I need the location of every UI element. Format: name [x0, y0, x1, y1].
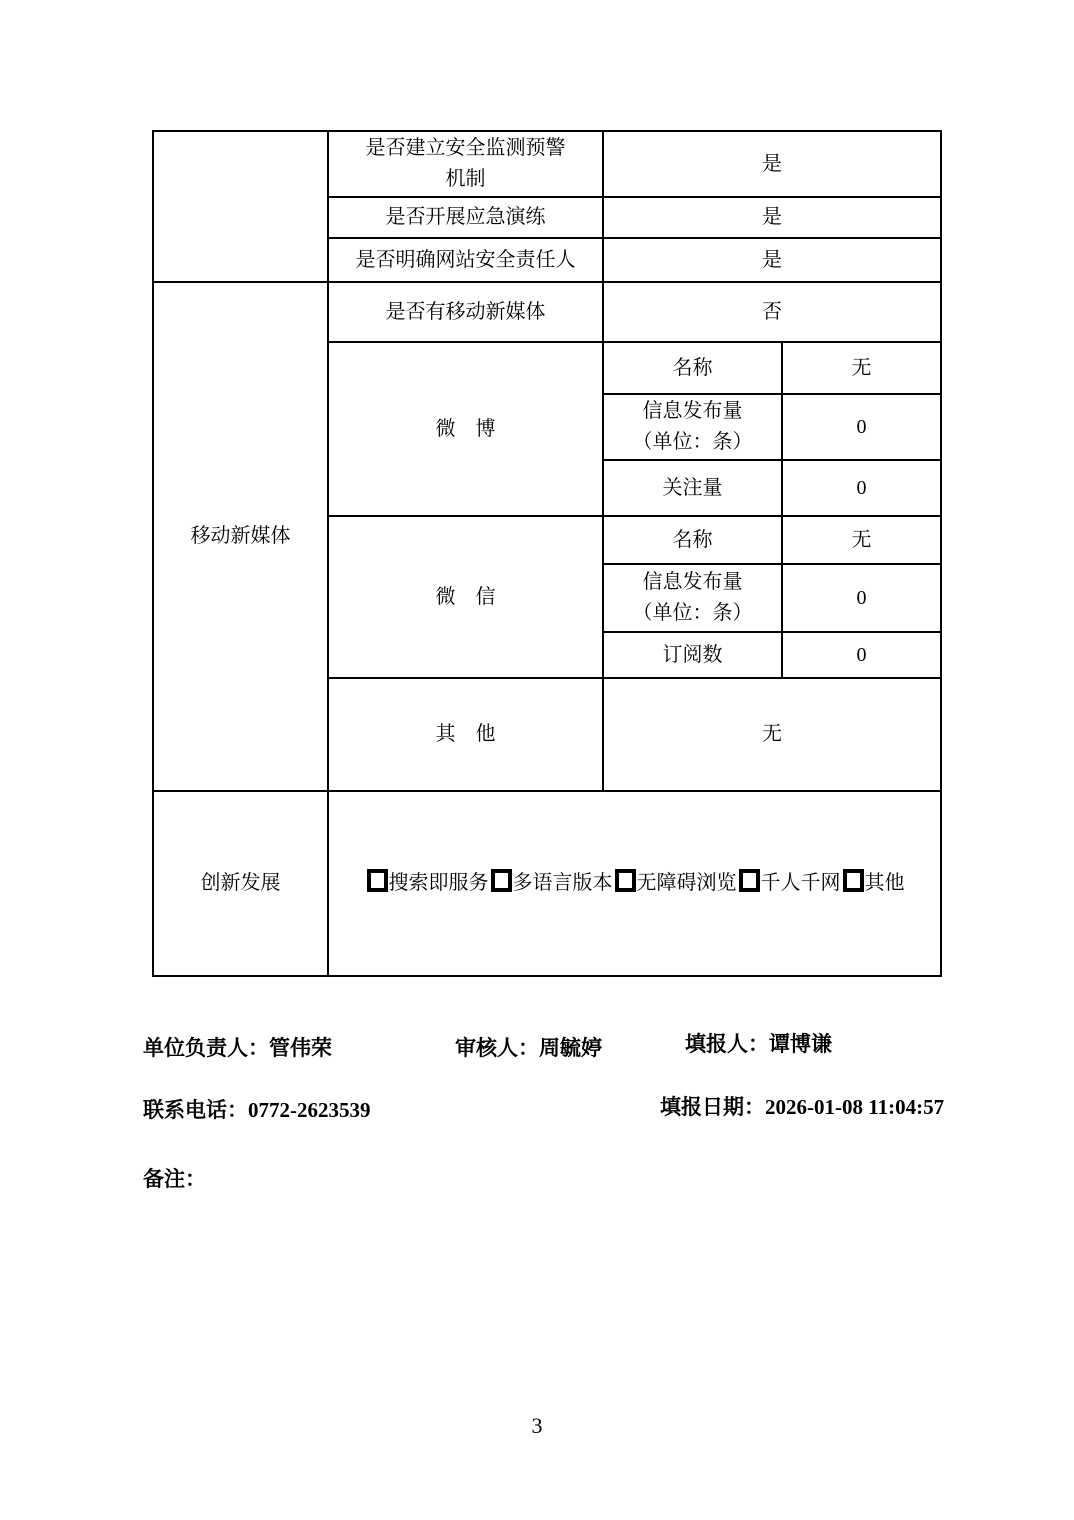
group-label-mobile-media: 移动新媒体	[153, 282, 328, 791]
group-label-innovation: 创新发展	[153, 791, 328, 976]
label-line2: 机制	[445, 168, 486, 190]
footer-unit-head	[143, 1032, 332, 1062]
page-number: 3	[531, 1413, 543, 1438]
row-label-weibo-followers: 关注量	[603, 460, 782, 516]
value-weibo-posts: 0	[782, 394, 941, 460]
value-other-media: 无	[603, 678, 941, 791]
checkbox-unchecked-icon	[739, 869, 760, 892]
value-has-mobile-media: 否	[603, 282, 941, 342]
group-cell-continued	[153, 131, 328, 282]
sub-group-wechat: 微 信	[328, 516, 603, 678]
innovation-option	[613, 872, 737, 894]
value-weibo-followers: 0	[782, 460, 941, 516]
checkbox-unchecked-icon	[615, 869, 636, 892]
table-row	[153, 131, 941, 197]
label-line1: 信息发布量	[642, 571, 743, 593]
innovation-option-label: 多语言版本	[512, 872, 613, 894]
footer-remarks-label: 备注：	[143, 1167, 206, 1191]
value-emergency-drill: 是	[603, 197, 941, 238]
label-line1: 信息发布量	[642, 400, 743, 422]
footer-phone-label: 联系电话：	[143, 1098, 248, 1122]
footer-date-value: 2026-01-08 11:04:57	[765, 1095, 945, 1119]
footer-remarks	[143, 1163, 206, 1193]
innovation-option	[841, 872, 905, 894]
row-label-wechat-name: 名称	[603, 516, 782, 564]
row-label-emergency-drill: 是否开展应急演练	[328, 197, 603, 238]
innovation-option	[737, 872, 841, 894]
label-line2: （单位：条）	[632, 431, 753, 453]
footer-unit-head-value: 管伟荣	[269, 1036, 332, 1060]
sub-group-weibo: 微 博	[328, 342, 603, 516]
innovation-option-label: 其他	[864, 872, 905, 894]
value-security-monitor: 是	[603, 131, 941, 197]
innovation-option-label: 千人千网	[760, 872, 841, 894]
row-label-weibo-name: 名称	[603, 342, 782, 394]
checkbox-unchecked-icon	[491, 869, 512, 892]
innovation-option-label: 无障碍浏览	[636, 872, 737, 894]
checkbox-unchecked-icon	[367, 869, 388, 892]
footer-unit-head-label: 单位负责人：	[143, 1036, 269, 1060]
footer-reviewer-label: 审核人：	[455, 1036, 539, 1060]
footer-phone	[143, 1094, 371, 1124]
table-row	[153, 791, 941, 976]
row-label-wechat-subscribers: 订阅数	[603, 632, 782, 678]
footer-phone-value: 0772-2623539	[248, 1098, 371, 1122]
checkbox-unchecked-icon	[843, 869, 864, 892]
value-weibo-name: 无	[782, 342, 941, 394]
footer-date-label: 填报日期：	[660, 1095, 765, 1119]
innovation-option	[365, 872, 489, 894]
footer-filler-label: 填报人：	[685, 1032, 769, 1056]
footer-filler	[685, 1028, 832, 1058]
table-row	[153, 282, 941, 342]
footer-filler-value: 谭博谦	[769, 1032, 832, 1056]
value-wechat-name: 无	[782, 516, 941, 564]
label-line1: 是否建立安全监测预警	[365, 137, 566, 159]
row-label-security-owner: 是否明确网站安全责任人	[328, 238, 603, 282]
report-table	[152, 130, 942, 977]
label-line2: （单位：条）	[632, 602, 753, 624]
row-label-wechat-posts	[603, 564, 782, 632]
row-label-other-media: 其 他	[328, 678, 603, 791]
innovation-options-line	[333, 868, 936, 899]
row-label-weibo-posts	[603, 394, 782, 460]
innovation-option-label: 搜索即服务	[388, 872, 489, 894]
footer-reviewer	[455, 1032, 602, 1062]
footer-date	[660, 1091, 944, 1121]
row-label-security-monitor	[328, 131, 603, 197]
value-wechat-subscribers: 0	[782, 632, 941, 678]
footer-reviewer-value: 周毓婷	[539, 1036, 602, 1060]
innovation-option	[489, 872, 613, 894]
value-security-owner: 是	[603, 238, 941, 282]
innovation-options-cell	[328, 791, 941, 976]
row-label-has-mobile-media: 是否有移动新媒体	[328, 282, 603, 342]
value-wechat-posts: 0	[782, 564, 941, 632]
